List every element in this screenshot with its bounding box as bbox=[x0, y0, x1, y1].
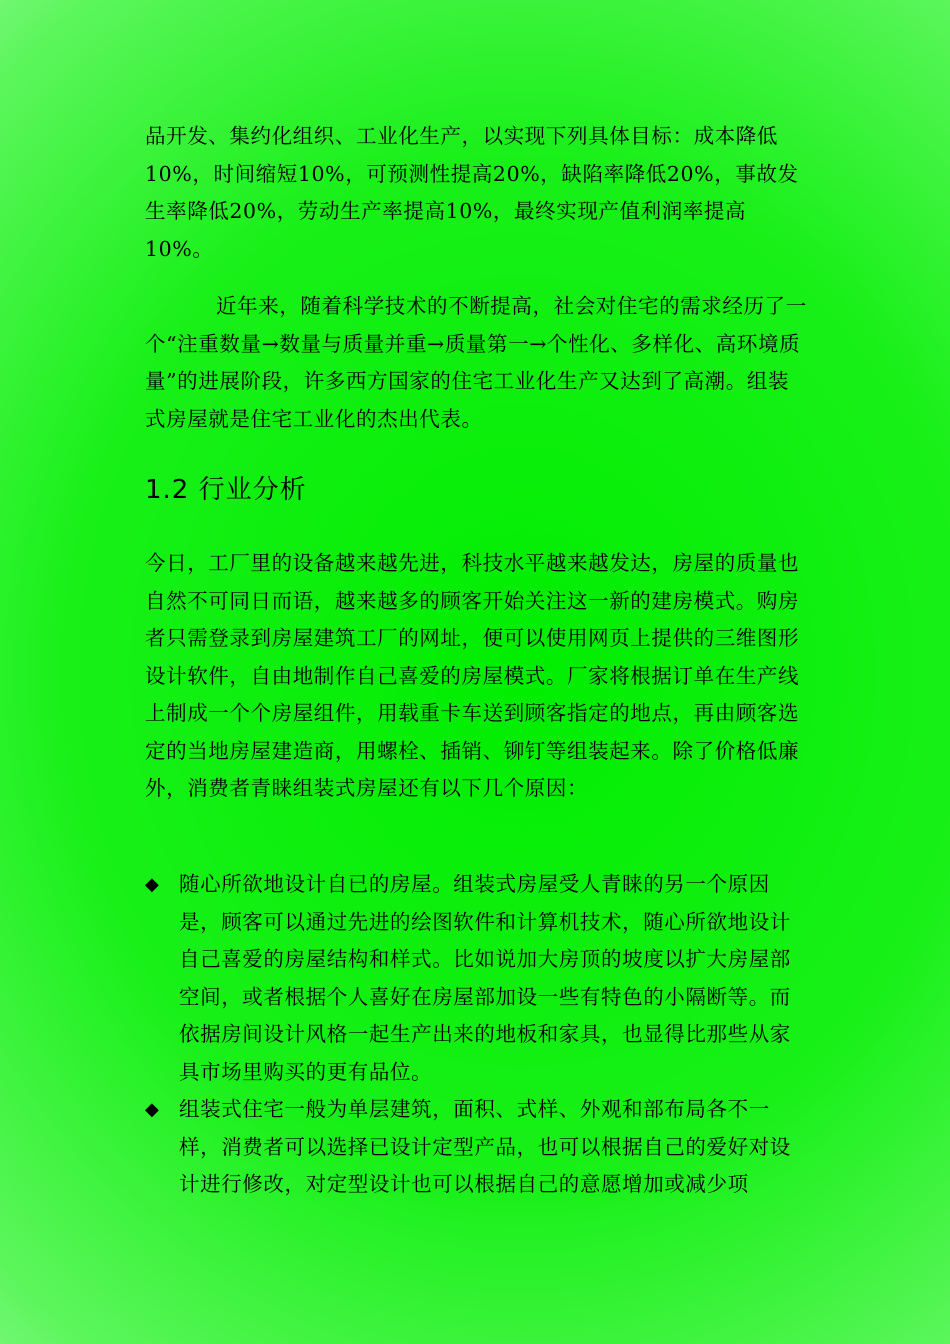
body-paragraph: 品开发、集约化组织、工业化生产，以实现下列具体目标：成本降低10%，时间缩短10%，可预测性提高20%，缺陷率降低20%，事故发生率降低20%，劳动生产率提高10%，最终实现产值利润率提高10%。 bbox=[145, 124, 799, 261]
diamond-bullet-icon: ◆ bbox=[145, 1099, 160, 1120]
bullet-text: 随心所欲地设计自已的房屋。组装式房屋受人青睐的另一个原因是，顾客可以通过先进的绘图软件和计算机技术，随心所欲地设计自己喜爱的房屋结构和样式。比如说加大房顶的坡度以扩大房屋部空间，或者根据个人喜好在房屋部加设一些有特色的小隔断等。而依据房间设计风格一起生产出来的地板和家具，也显得比那些从家具市场里购买的更有品位。 bbox=[179, 872, 791, 1084]
body-paragraph: 近年来，随着科学技术的不断提高，社会对住宅的需求经历了一个“注重数量→数量与质量并重→质量第一→个性化、多样化、高环境质量”的进展阶段，许多西方国家的住宅工业化生产又达到了高潮。组装式房屋就是住宅工业化的杰出代表。 bbox=[145, 294, 807, 431]
section-heading: 1.2 行业分析 bbox=[145, 475, 307, 505]
body-paragraph: 今日，工厂里的设备越来越先进，科技水平越来越发达，房屋的质量也自然不可同日而语，越来越多的顾客开始关注这一新的建房模式。购房者只需登录到房屋建筑工厂的网址，便可以使用网页上提供的三维图形设计软件，自由地制作自己喜爱的房屋模式。厂家将根据订单在生产线上制成一个个房屋组件，用载重卡车送到顾客指定的地点，再由顾客选定的当地房屋建造商，用螺栓、插销、铆钉等组装起来。除了价格低廉外，消费者青睐组装式房屋还有以下几个原因： bbox=[145, 551, 800, 800]
diamond-bullet-icon: ◆ bbox=[145, 874, 160, 895]
bullet-text: 组装式住宅一般为单层建筑，面积、式样、外观和部布局各不一样，消费者可以选择已设计定型产品，也可以根据自己的爱好对设计进行修改，对定型设计也可以根据自己的意愿增加或减少项 bbox=[179, 1097, 791, 1196]
bullet-item bbox=[145, 866, 810, 1091]
bullet-item bbox=[145, 1091, 810, 1204]
bullet-list bbox=[145, 866, 810, 1204]
